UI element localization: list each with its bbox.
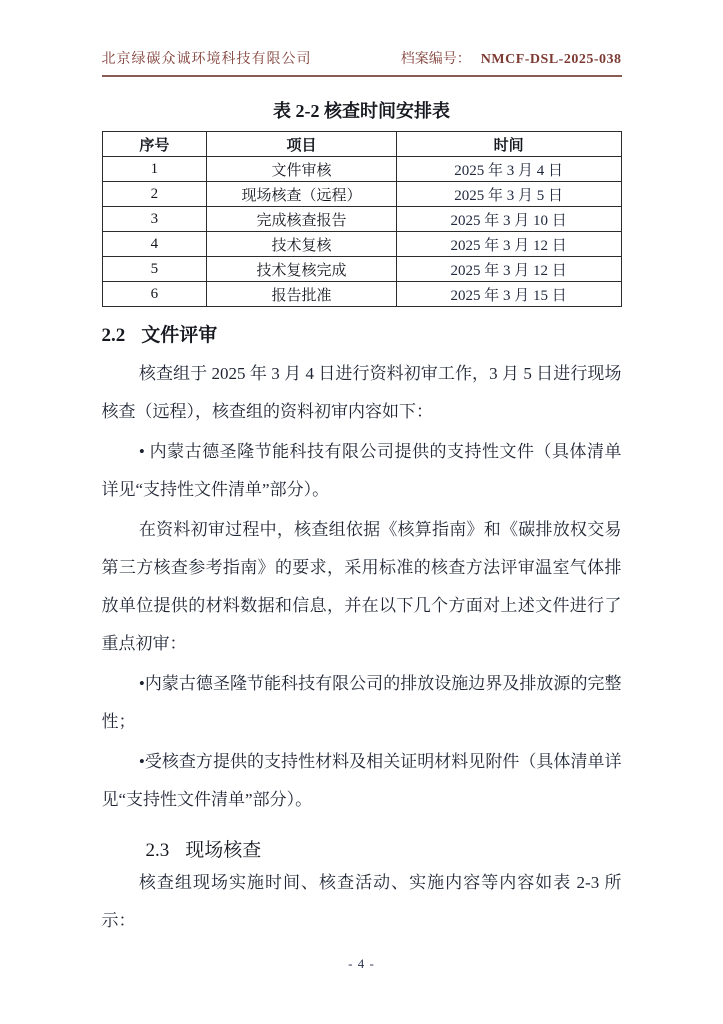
page-number: - 4 - — [348, 956, 375, 971]
bullet-supporting-documents: • 内蒙古德圣隆节能科技有限公司提供的支持性文件（具体清单详见“支持性文件清单”部分）。 — [101, 442, 622, 499]
col-header-index: 序号 — [102, 132, 207, 157]
section-number: 2.2 — [101, 325, 126, 346]
table-cell: 2025 年 3 月 15 日 — [396, 282, 621, 307]
table-title: 表 2-2 核查时间安排表 — [273, 101, 450, 121]
section-heading-2-2 — [102, 320, 622, 347]
table-cell: 2025 年 3 月 12 日 — [396, 232, 621, 257]
table-cell: 1 — [102, 157, 207, 182]
bullet-supporting-materials: •受核查方提供的支持性材料及相关证明材料见附件（具体清单详见“支持性文件清单”部分）。 — [101, 752, 622, 809]
table-row — [102, 157, 621, 182]
table-row — [102, 232, 621, 257]
table-row — [102, 207, 621, 232]
file-number-value: NMCF-DSL-2025-038 — [480, 52, 622, 67]
table-cell: 2025 年 3 月 4 日 — [396, 157, 621, 182]
table-row — [102, 257, 621, 282]
paragraph-review-method: 在资料初审过程中，核查组依据《核算指南》和《碳排放权交易第三方核查参考指南》的要求，采用标准的核查方法评审温室气体排放单位提供的材料数据和信息，并在以下几个方面对上述文件进行了重点初审： — [101, 520, 622, 653]
table-cell: 2025 年 3 月 10 日 — [396, 207, 621, 232]
table-cell: 技术复核完成 — [207, 257, 396, 282]
table-row — [102, 182, 621, 207]
schedule-table — [102, 131, 622, 307]
company-name: 北京绿碳众诚环境科技有限公司 — [101, 52, 312, 67]
section-number: 2.3 — [145, 840, 170, 861]
section-title: 文件评审 — [141, 325, 218, 346]
table-cell: 3 — [102, 207, 207, 232]
table-cell: 2025 年 3 月 12 日 — [396, 257, 621, 282]
table-cell: 完成核查报告 — [207, 207, 396, 232]
table-cell: 文件审核 — [207, 157, 396, 182]
section-title: 现场核查 — [185, 840, 262, 861]
col-header-item: 项目 — [207, 132, 396, 157]
paragraph-onsite-intro: 核查组现场实施时间、核查活动、实施内容等内容如表 2-3 所示： — [101, 873, 622, 930]
table-cell: 2 — [102, 182, 207, 207]
paragraph-doc-review-intro: 核查组于 2025 年 3 月 4 日进行资料初审工作，3 月 5 日进行现场核查（远程），核查组的资料初审内容如下： — [101, 364, 622, 421]
col-header-time: 时间 — [396, 132, 621, 157]
table-cell: 报告批准 — [207, 282, 396, 307]
file-number-group — [401, 48, 622, 68]
table-cell: 5 — [102, 257, 207, 282]
table-header-row — [102, 132, 621, 157]
table-row — [102, 282, 621, 307]
table-cell: 现场核查（远程） — [207, 182, 396, 207]
table-cell: 技术复核 — [207, 232, 396, 257]
table-cell: 4 — [102, 232, 207, 257]
table-cell: 6 — [102, 282, 207, 307]
file-number-label: 档案编号： — [400, 52, 471, 67]
table-cell: 2025 年 3 月 5 日 — [396, 182, 621, 207]
running-header — [102, 0, 622, 77]
section-heading-2-3 — [146, 835, 622, 862]
bullet-boundary-completeness: •内蒙古德圣隆节能科技有限公司的排放设施边界及排放源的完整性； — [101, 674, 622, 731]
